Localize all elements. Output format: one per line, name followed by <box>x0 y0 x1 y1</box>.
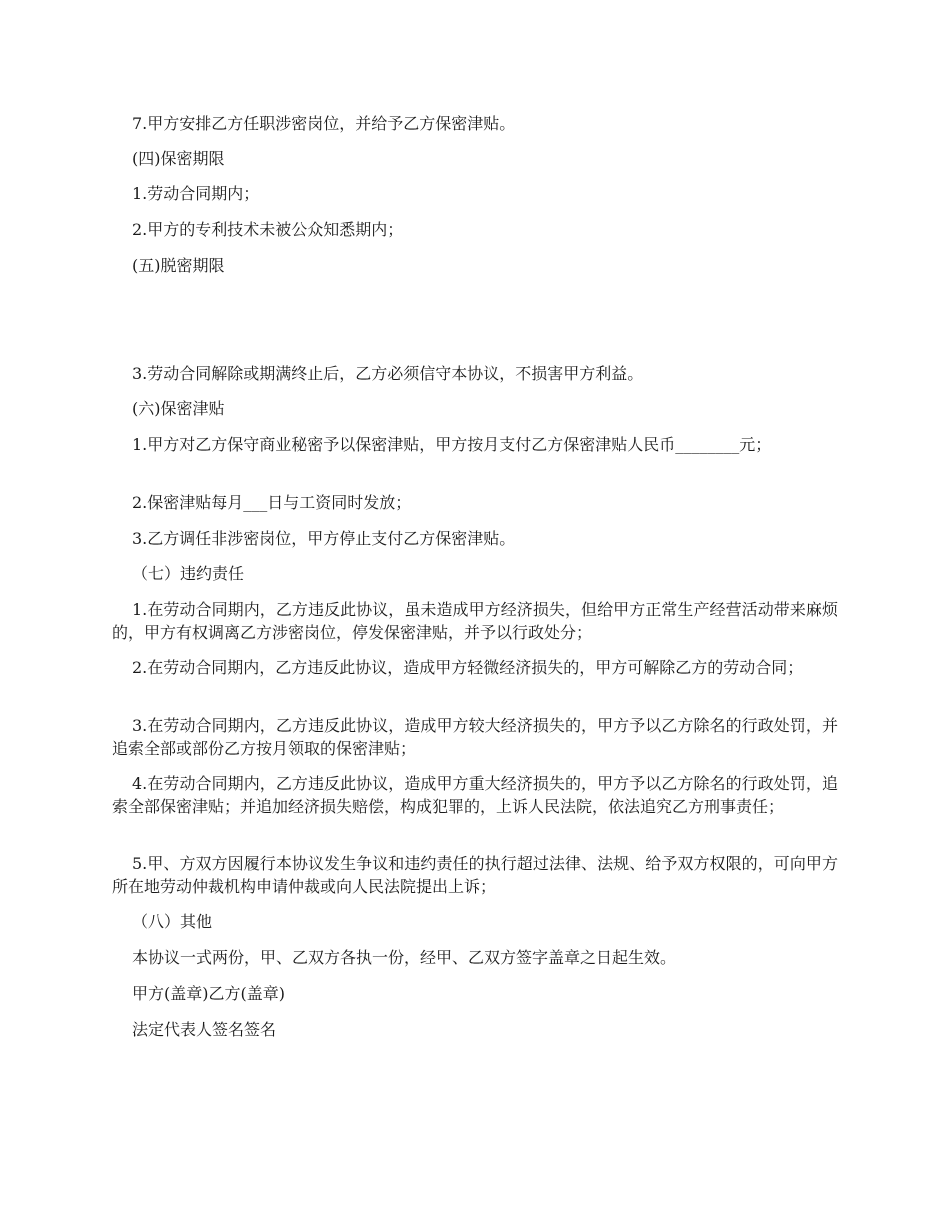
section-heading-liability: （七）违约责任 <box>132 564 245 583</box>
paragraph-contract-period: 1.劳动合同期内； <box>132 184 260 203</box>
signature-representative-line: 法定代表人签名签名 <box>132 1020 277 1039</box>
paragraph-allowance-stop: 3.乙方调任非涉密岗位，甲方停止支付乙方保密津贴。 <box>132 529 516 548</box>
paragraph-allowance-amount: 1.甲方对乙方保守商业秘密予以保密津贴，甲方按月支付乙方保密津贴人民币________元； <box>132 435 772 454</box>
signature-seal-line: 甲方(盖章)乙方(盖章) <box>132 984 285 1003</box>
paragraph-after-termination: 3.劳动合同解除或期满终止后，乙方必须信守本协议，不损害甲方利益。 <box>132 364 644 383</box>
paragraph-patent-period: 2.甲方的专利技术未被公众知悉期内； <box>132 220 404 239</box>
paragraph-liability-1: 1.在劳动合同期内，乙方违反此协议，虽未造成甲方经济损失，但给甲方正常生产经营活动带来麻烦的，甲方有权调离乙方涉密岗位，停发保密津贴，并予以行政处分； <box>112 600 838 642</box>
section-heading-allowance: (六)保密津贴 <box>132 399 225 418</box>
paragraph-allowance-payday: 2.保密津贴每月___日与工资同时发放； <box>132 493 412 512</box>
section-heading-declassification-period: (五)脱密期限 <box>132 256 225 275</box>
paragraph-liability-5: 5.甲、方双方因履行本协议发生争议和违约责任的执行超过法律、法规、给予双方权限的，可向甲方所在地劳动仲裁机构申请仲裁或向人民法院提出上诉； <box>112 854 838 896</box>
paragraph-liability-2: 2.在劳动合同期内，乙方违反此协议，造成甲方轻微经济损失的，甲方可解除乙方的劳动合同； <box>132 658 804 677</box>
section-heading-confidentiality-period: (四)保密期限 <box>132 149 225 168</box>
paragraph-copies-effective: 本协议一式两份，甲、乙双方各执一份，经甲、乙双方签字盖章之日起生效。 <box>132 948 677 967</box>
section-heading-other: （八）其他 <box>132 912 213 931</box>
paragraph-liability-3: 3.在劳动合同期内，乙方违反此协议，造成甲方较大经济损失的，甲方予以乙方除名的行政处罚，并追索全部或部份乙方按月领取的保密津贴； <box>112 716 838 758</box>
paragraph-confidential-post-allowance: 7.甲方安排乙方任职涉密岗位，并给予乙方保密津贴。 <box>132 114 516 133</box>
paragraph-liability-4: 4.在劳动合同期内，乙方违反此协议，造成甲方重大经济损失的，甲方予以乙方除名的行政处罚，追索全部保密津贴；并追加经济损失赔偿，构成犯罪的，上诉人民法院，依法追究乙方刑事责任； <box>112 774 838 816</box>
